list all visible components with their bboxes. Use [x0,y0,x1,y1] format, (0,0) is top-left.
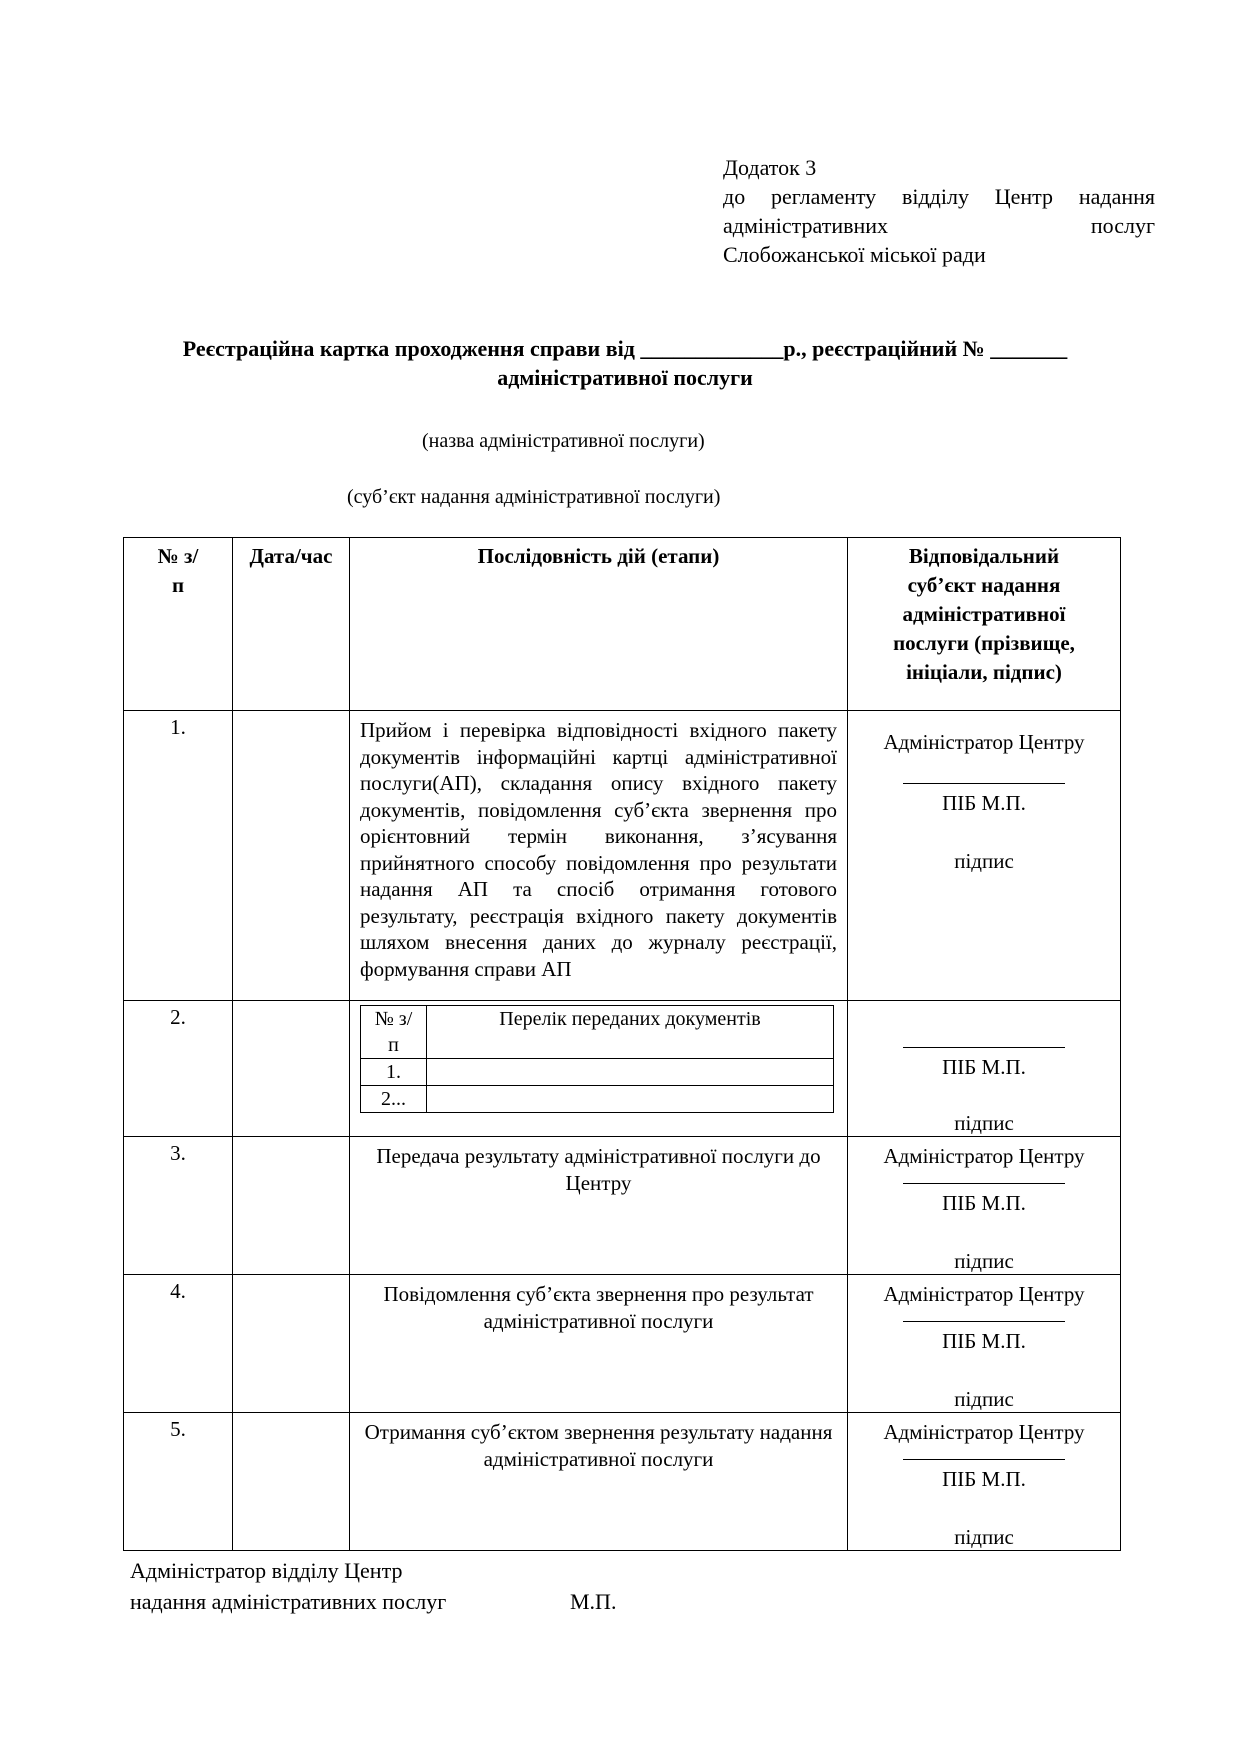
row-number: 4. [124,1275,233,1413]
row-stage: Отримання суб’єктом звернення результату надання адміністративної послуги [350,1413,848,1551]
appendix-line: до регламенту відділу Центр надання [723,184,1155,209]
signature-label: підпис [954,849,1014,873]
pib-label: ПІБ М.П. [942,1055,1026,1079]
responsible-name: Адміністратор Центру [883,1282,1085,1306]
table-header-row [124,538,1121,711]
row-stage [350,1001,848,1137]
footer-line: Адміністратор відділу Центр [130,1558,403,1583]
signature-line [903,1459,1065,1460]
row-datetime [233,1001,350,1137]
docs-header-num: № з/п [361,1006,427,1059]
docs-header-title: Перелік переданих документів [427,1006,834,1059]
header-num: № з/п [124,538,233,711]
appendix-line: адміністративних послуг [723,213,1155,238]
title-line: адміністративної послуги [497,365,753,390]
header-responsible: Відповідальний суб’єкт надання адміністративної послуги (прізвище, ініціали, підпис) [848,538,1121,711]
pib-label: ПІБ М.П. [942,1191,1026,1215]
signature-label: підпис [954,1111,1014,1135]
service-name-caption: (назва адміністративної послуги) [422,430,705,452]
row-responsible [848,1413,1121,1551]
row-stage: Повідомлення суб’єкта звернення про результат адміністративної послуги [350,1275,848,1413]
docs-header-row [361,1006,834,1059]
responsible-name: Адміністратор Центру [883,1420,1085,1444]
appendix-line: Слобожанської міської ради [723,242,986,267]
documents-list-table [360,1005,834,1113]
signature-label: підпис [954,1525,1014,1549]
docs-row [361,1086,834,1113]
docs-row [361,1059,834,1086]
responsible-name: Адміністратор Центру [883,730,1085,754]
row-number: 2. [124,1001,233,1137]
registration-table [123,537,1121,1551]
row-number: 5. [124,1413,233,1551]
pib-label: ПІБ М.П. [942,791,1026,815]
responsible-name: Адміністратор Центру [883,1144,1085,1168]
table-row [124,1001,1121,1137]
row-stage: Прийом і перевірка відповідності вхідного пакету документів інформаційні картці адміністративної послуги(АП), складання опису вхідного пакету документів, повідомлення суб’єкта звернення про орієнтовний термін виконання, з’ясування прийнятного способу повідомлення про результати надання АП та спосіб отримання готового результату, реєстрація вхідного пакету документів шляхом внесення даних до журналу реєстрації, формування справи АП [350,711,848,1001]
appendix-note [723,153,1155,269]
pib-label: ПІБ М.П. [942,1467,1026,1491]
footer-line: надання адміністративних послуг [130,1589,447,1614]
signature-label: підпис [954,1249,1014,1273]
row-stage: Передача результату адміністративної послуги до Центру [350,1137,848,1275]
stamp-place-label: М.П. [570,1589,617,1614]
table-row [124,711,1121,1001]
row-datetime [233,1275,350,1413]
signature-line [903,1047,1065,1048]
header-stages: Послідовність дій (етапи) [350,538,848,711]
signature-label: підпис [954,1387,1014,1411]
row-number: 1. [124,711,233,1001]
table-row [124,1137,1121,1275]
row-responsible [848,1275,1121,1413]
row-datetime [233,1137,350,1275]
document-title [110,334,1140,392]
docs-row-num[interactable]: 1. [361,1059,427,1086]
title-line: Реєстраційна картка проходження справи від _____________р., реєстраційний № _______ [182,336,1068,361]
row-responsible [848,711,1121,1001]
row-datetime [233,1413,350,1551]
subject-caption: (суб’єкт надання адміністративної послуги) [347,486,721,508]
pib-label: ПІБ М.П. [942,1329,1026,1353]
row-responsible [848,1137,1121,1275]
docs-row-title[interactable] [427,1086,834,1113]
signature-line [903,1183,1065,1184]
signature-line [903,1321,1065,1322]
header-datetime: Дата/час [233,538,350,711]
docs-row-num[interactable]: 2... [361,1086,427,1113]
docs-row-title[interactable] [427,1059,834,1086]
appendix-number: Додаток 3 [723,155,817,180]
footer-signature-block [130,1555,617,1617]
row-responsible [848,1001,1121,1137]
row-number: 3. [124,1137,233,1275]
signature-line [903,783,1065,784]
table-row [124,1275,1121,1413]
row-datetime [233,711,350,1001]
table-row [124,1413,1121,1551]
